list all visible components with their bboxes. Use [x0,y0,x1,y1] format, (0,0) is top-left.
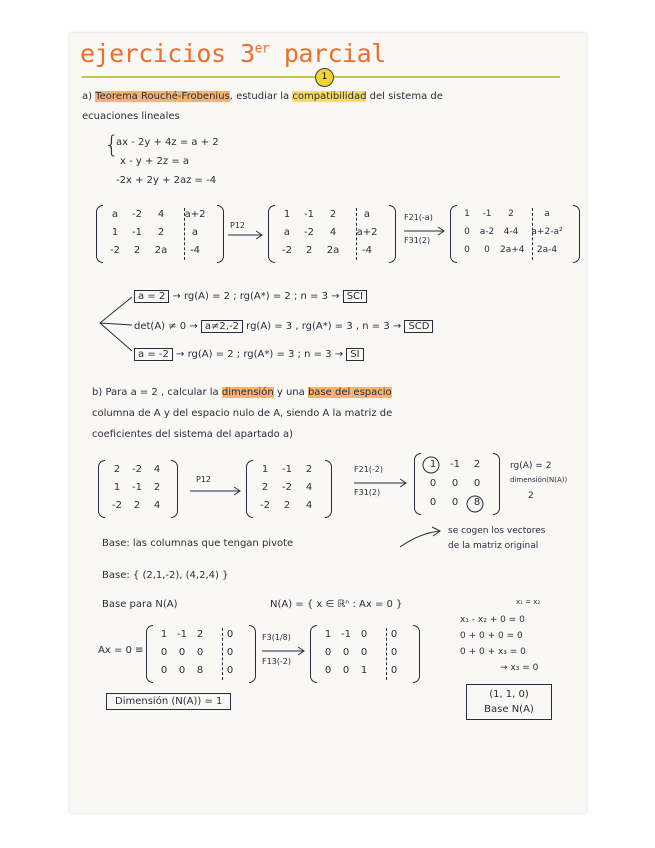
x1-x2-note: x₁ = x₂ [516,598,541,606]
op-f3: F3(1/8) [262,633,291,642]
null-matrix-2: 1 -1 0 0 0 0 0 0 0 0 1 0 [310,625,420,683]
op-f21: F21(-a) [404,213,433,222]
op-b-f31: F31(2) [354,488,381,497]
op-f13: F13(-2) [262,657,291,666]
ax-label: Ax = 0 ≡ [98,645,144,656]
equation-3: -2x + 2y + 2az = -4 [116,175,217,186]
dimension-final-box: Dimensión (N(A)) = 1 [106,693,231,710]
augmented-matrix-2: 1 -1 2 a a -2 4 a+2 -2 2 2a -4 [268,205,396,263]
op-p12: P12 [230,221,246,230]
equation-2: x - y + 2z = a [120,156,190,167]
case-2: det(A) ≠ 0 → a≠2,-2 rg(A) = 3 , rg(A*) = 3 , n = 3 → SCD [134,321,433,332]
null-matrix-1: 1 -1 2 0 0 0 0 0 0 0 8 0 [146,625,256,683]
solution-eq-4: → x₃ = 0 [500,663,539,673]
page-number-badge: 1 [315,68,334,87]
op-b-p12: P12 [196,475,212,484]
case-1: a = 2 → rg(A) = 2 ; rg(A*) = 2 ; n = 3 → SCI [134,291,367,302]
base-set: Base: { (2,1,-2), (4,2,4) } [102,570,229,581]
solution-eq-2: 0 + 0 + 0 = 0 [460,631,523,641]
solution-eq-3: 0 + 0 + x₃ = 0 [460,647,526,657]
dimension-note: dimensión(N(A)) [510,476,568,484]
part-b-line1: b) Para a = 2 , calcular la dimensión y una base del espacio [92,387,392,398]
pen-strokes [70,33,586,813]
part-b-line2: columna de A y del espacio nulo de A, siendo A la matriz de [92,408,393,419]
part-a-statement: a) Teorema Rouché-Frobenius, estudiar la compatibilidad del sistema de [82,91,443,102]
case-3: a = -2 → rg(A) = 2 ; rg(A*) = 3 ; n = 3 → SI [134,349,364,360]
null-label: Base para N(A) [102,599,178,610]
system-brace: { [104,131,120,159]
part-a-line2: ecuaciones lineales [82,111,180,122]
highlight-theorem: Teorema Rouché-Frobenius [95,91,230,102]
note-line-1: se cogen los vectores [448,526,546,536]
op-f31: F31(2) [404,236,431,245]
op-b-f21: F21(-2) [354,465,383,474]
solution-eq-1: x₁ - x₂ + 0 = 0 [460,615,525,625]
coef-matrix-3: 1 -1 2 0 0 0 0 0 8 [414,453,500,515]
highlight-compat: compatibilidad [292,91,367,102]
augmented-matrix-3: 1 -1 2 a 0 a-2 4-4 a+2-a² 0 0 2a+4 2a-4 [450,205,580,263]
note-line-2: de la matriz original [448,541,539,551]
page-title: ejercicios 3er parcial [80,39,386,68]
notebook-page [70,33,586,813]
null-def: N(A) = { x ∈ ℝⁿ : Ax = 0 } [270,599,403,610]
null-basis-box: (1, 1, 0) Base N(A) [466,684,552,720]
dimension-value: 2 [528,491,534,501]
base-text: Base: las columnas que tengan pivote [102,538,294,549]
equation-1: ax - 2y + 4z = a + 2 [116,137,219,148]
part-b-line3: coeficientes del sistema del apartado a) [92,429,293,440]
coef-matrix-1: 2 -2 4 1 -1 2 -2 2 4 [98,460,178,518]
coef-matrix-2: 1 -1 2 2 -2 4 -2 2 4 [246,460,332,518]
rank-note: rg(A) = 2 [510,461,552,471]
augmented-matrix-1: a -2 4 a+2 1 -1 2 a -2 2 2a -4 [96,205,224,263]
